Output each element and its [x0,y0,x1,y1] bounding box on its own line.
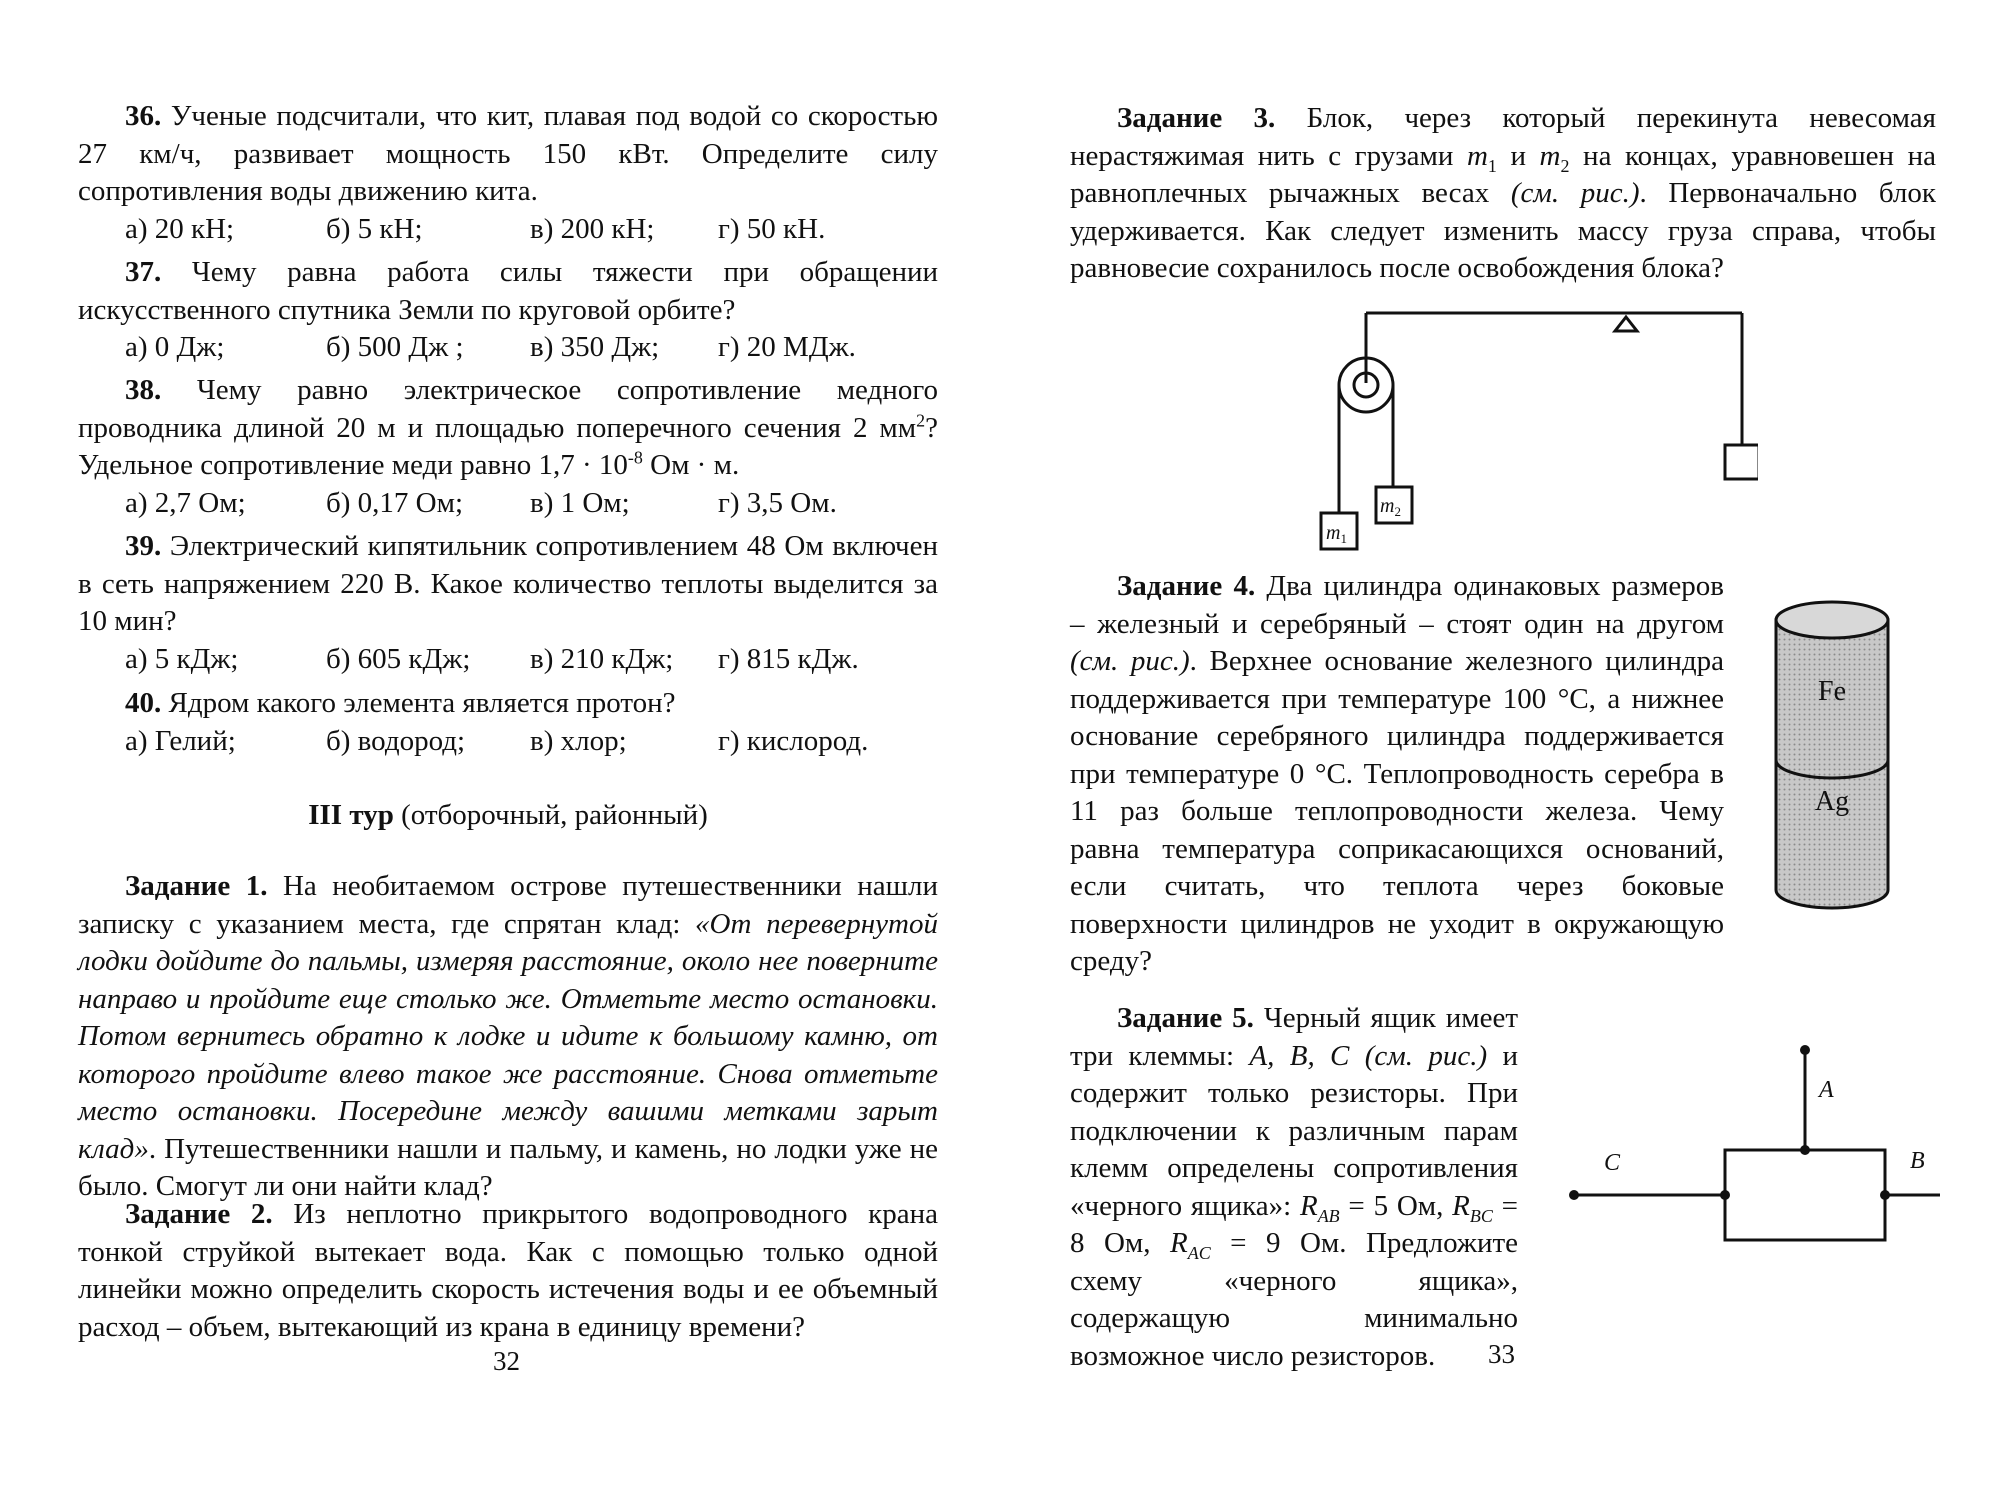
q38-answer-d: г) 3,5 Ом. [718,486,837,519]
right-page [1070,0,1936,1490]
task4-text-a: Два цилиндра одинаковых размеров – железный и серебряный – стоят один на другом [1070,570,1724,640]
task5-block [1070,1000,1518,1375]
task3-m2: m [1539,139,1561,172]
task4-text-b: . Верхнее основание железного цилиндра поддерживается при температуре 100 °С, а нижнее основание серебряного цилиндра поддерживается при температуре 0 °С. Теплопроводность серебра в 11 раз больше теплопроводности железа. Чему равна температура соприкасающихся оснований, если считать, что теплота через боковые поверхности цилиндров не уходит в окружающую среду? [1070,645,1724,977]
terminal-c-node [1720,1190,1730,1200]
task5-text [1070,1000,1518,1375]
terminal-b-node [1880,1190,1890,1200]
cylinder-top [1776,602,1888,638]
task4-text [1070,568,1724,981]
task1-label: Задание 1. [125,870,268,902]
left-page [78,0,938,1490]
q40-answer-b: б) водород; [326,724,466,757]
terminal-a-end [1800,1045,1810,1055]
balance-figure [1308,305,1758,555]
q37-answer-c: в) 350 Дж; [530,331,660,363]
q36-answers [78,211,938,249]
q38-number: 38. [125,374,162,406]
task3-m2-sub: 2 [1560,155,1570,176]
q39-answer-a: а) 5 кДж; [125,642,239,675]
q38-sup-1: 2 [916,409,926,430]
task1-text-b: . Путешественники нашли и пальму, и камень, но лодки уже не было. Смогут ли они найти клад? [78,1132,938,1202]
task5-rac-sub: AC [1187,1242,1211,1263]
q36-answer-d: г) 50 кН. [718,212,826,245]
cylinders-figure [1768,598,1898,918]
q37-block [78,254,938,367]
task4-block [1070,568,1724,981]
task3-text-a: Блок, через который перекинута невесомая нерастяжимая нить с грузами [1070,102,1936,172]
q39-answer-d: г) 815 кДж. [718,642,859,675]
page-number-left: 32 [493,1346,520,1376]
task5-rab-sub: AB [1317,1205,1340,1226]
task3-ref: (см. рис.) [1510,177,1640,209]
q38-question-b: ? Удельное сопротивление меди равно 1,7 · 10 [78,411,938,481]
q39-number: 39. [125,530,162,562]
task3-and: и [1496,139,1540,172]
task5-terms: A, B, C (см. рис.) [1249,1039,1488,1072]
label-a: A [1819,1077,1834,1103]
task2-block [78,1196,938,1346]
q36-answer-b: б) 5 кН; [326,212,423,245]
task5-rbc: R [1452,1189,1470,1222]
q38-text [78,372,938,485]
m1-label: $m_1$ [1326,522,1347,546]
task1-block [78,868,938,1206]
q39-answer-c: в) 210 кДж; [530,642,674,675]
black-box [1725,1150,1885,1240]
q37-answer-d: г) 20 МДж. [718,331,856,363]
q39-text [78,528,938,641]
task2-question: Из неплотно прикрытого водопроводного крана тонкой струйкой вытекает вода. Как с помощью только одной линейки можно определить скорость истечения воды и ее объемный расход – объем, вытекающий из крана в единицу времени? [78,1198,938,1343]
task5-rab: R [1299,1189,1318,1222]
q40-answers [78,723,938,761]
task3-m1: m [1466,139,1488,172]
q40-number: 40. [125,687,162,719]
task4-ref: (см. рис.) [1070,645,1190,677]
task5-rbc-sub: BC [1469,1205,1493,1226]
cylinder-body [1776,620,1888,908]
q40-question: Ядром какого элемента является протон? [168,687,676,719]
q39-answers [78,641,938,679]
task5-text-b: и содержит только резисторы. При подключении к различным парам клемм определены сопротивления «черного ящика»: [1070,1039,1518,1222]
q36-answer-c: в) 200 кН; [530,212,655,245]
q37-answers [78,329,938,367]
fe-label: Fe [1818,676,1846,707]
black-box-figure [1540,1040,1940,1260]
task2-label: Задание 2. [125,1198,273,1230]
task1-text-a: На необитаемом острове путешественники нашли записку с указанием места, где спрятан клад: [78,870,938,940]
page-number-right: 33 [1488,1339,1515,1369]
q37-number: 37. [125,256,162,288]
q38-block [78,372,938,522]
q37-question: Чему равна работа силы тяжести при обращении искусственного спутника Земли по круговой орбите? [78,256,938,326]
q38-answer-a: а) 2,7 Ом; [125,486,246,519]
label-b: B [1910,1148,1925,1174]
fulcrum-icon [1615,317,1637,331]
terminal-c-end [1569,1190,1579,1200]
q37-answer-b: б) 500 Дж ; [326,331,464,363]
q36-text [78,98,938,211]
q37-text [78,254,938,329]
q38-question-a: Чему равно электрическое сопротивление медного проводника длиной 20 м и площадью поперечного сечения 2 мм [78,374,938,444]
q40-text [78,685,938,723]
task2-text [78,1196,938,1346]
m2-label: $m_2$ [1380,495,1401,519]
q40-answer-c: в) хлор; [530,724,627,757]
q39-question: Электрический кипятильник сопротивлением 48 Ом включен в сеть напряжением 220 В. Какое количество теплоты выделится за 10 мин? [78,530,938,637]
q38-sup-2: -8 [627,447,643,468]
q38-answers [78,485,938,523]
task5-rac-val: = 9 Ом. Предложите схему «черного ящика», содержащую минимально возможное число резисторов. [1070,1227,1519,1372]
right-weight [1725,445,1758,479]
task3-text-c: . Первоначально блок удерживается. Как следует изменить массу груза справа, чтобы равновесие сохранилось после освобождения блока? [1070,177,1936,284]
q37-answer-a: а) 0 Дж; [125,331,225,363]
task3-block [1070,100,1936,288]
q39-answer-b: б) 605 кДж; [326,642,471,675]
label-c: C [1604,1150,1621,1176]
section-title-rest: (отборочный, районный) [393,799,708,831]
section-title-bold: III тур [308,799,394,831]
task5-rac: R [1170,1227,1188,1259]
q36-block [78,98,938,248]
q36-question: Ученые подсчитали, что кит, плавая под водой со скоростью 27 км/ч, развивает мощность 150 кВт. Определите силу сопротивления воды движению кита. [78,100,938,207]
q36-number: 36. [125,100,162,132]
task1-text [78,868,938,1206]
task1-quote: «От перевернутой лодки дойдите до пальмы, измеряя расстояние, около нее поверните направо и пройдите еще столько же. Отметьте место остановки. Потом вернитесь обратно к лодке и идите к большому камню, от которого пройдите влево такое же расстояние. Снова отметьте место остановки. Посередине между вашими метками зарыт клад» [78,907,938,1165]
task5-text-a: Черный ящик имеет три клеммы: [1070,1002,1518,1072]
ag-label: Ag [1814,786,1850,817]
task4-label: Задание 4. [1117,570,1256,602]
q38-question-c: Ом · м. [642,449,740,481]
q40-answer-d: г) кислород. [718,724,869,757]
q40-answer-a: а) Гелий; [125,724,236,757]
q40-block [78,685,938,760]
task3-label: Задание 3. [1117,102,1276,134]
task3-m1-sub: 1 [1487,155,1497,176]
task5-label: Задание 5. [1117,1002,1254,1034]
q36-answer-a: а) 20 кН; [125,212,235,245]
terminal-a-node [1800,1145,1810,1155]
q38-answer-b: б) 0,17 Ом; [326,486,464,519]
task5-rab-val: = 5 Ом, [1339,1189,1453,1222]
task3-text-b: на концах, уравновешен на равноплечных рычажных весах [1070,139,1936,209]
q38-answer-c: в) 1 Ом; [530,486,630,519]
section-title [78,797,938,835]
q39-block [78,528,938,678]
task3-text [1070,100,1936,288]
task5-rbc-val: = 8 Ом, [1070,1189,1518,1259]
